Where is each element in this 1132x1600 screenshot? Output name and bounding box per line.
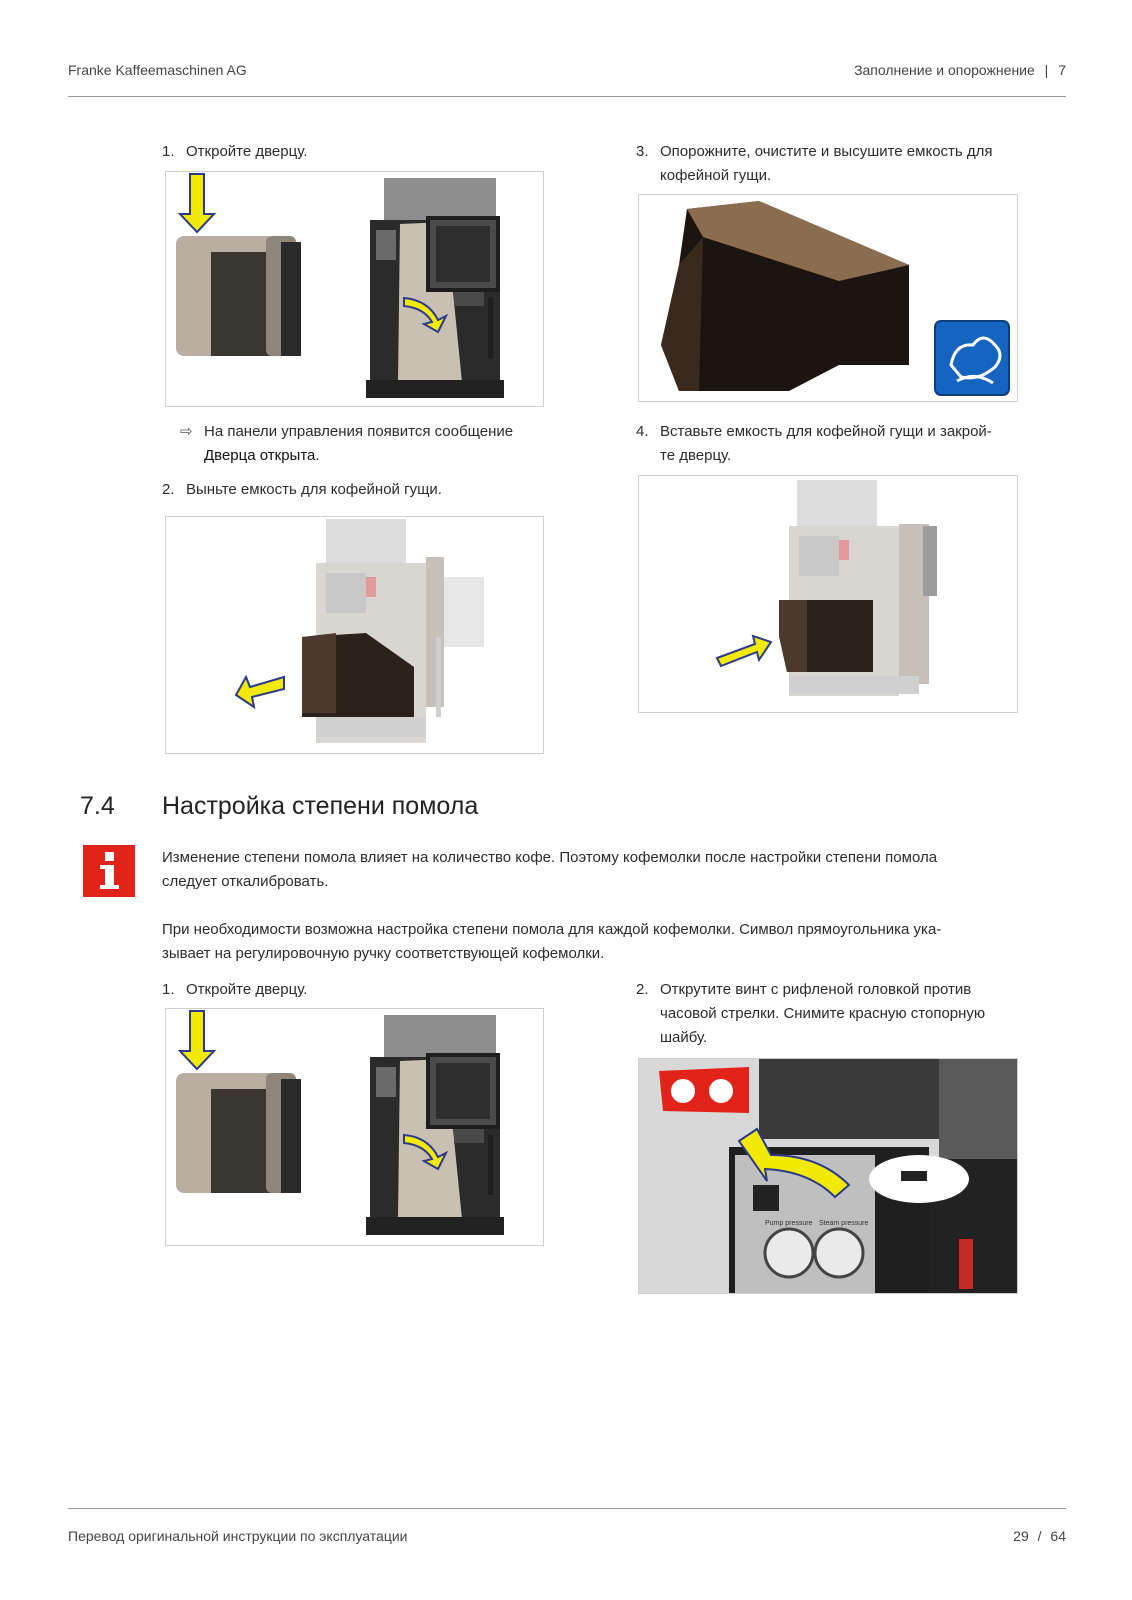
steam-pressure-label: Steam pressure <box>819 1220 869 1227</box>
step-text: Откройте дверцу. <box>186 143 308 160</box>
step-text-line2: кофейной гущи. <box>660 167 772 184</box>
step-number: 1. <box>162 981 175 998</box>
body-line2: зывает на регулировочную ручку соответствующей кофемолки. <box>162 945 605 962</box>
step-number: 4. <box>636 423 649 440</box>
step-3-empty-container <box>636 140 1036 188</box>
figure-open-door-2 <box>165 1008 544 1246</box>
info-paragraph <box>162 846 1032 894</box>
info-line2: следует откалибровать. <box>162 873 329 890</box>
figure-open-door <box>165 171 544 407</box>
step-number: 2. <box>636 981 649 998</box>
result-arrow-icon: ⇨ <box>180 423 193 440</box>
header-chapter: 7 <box>1058 62 1066 78</box>
footer-doc-title: Перевод оригинальной инструкции по эксплуатации <box>68 1528 408 1544</box>
step-number: 1. <box>162 143 175 160</box>
footer-rule <box>68 1508 1066 1509</box>
footer-page-number <box>1013 1528 1066 1544</box>
pump-pressure-label: Pump pressure <box>765 1220 813 1227</box>
step-4-insert-container <box>636 420 1036 468</box>
header-section-title: Заполнение и опорожнение <box>854 62 1035 78</box>
header-rule <box>68 96 1066 97</box>
section-step-2-unscrew <box>636 978 1036 1050</box>
step-text-line2: часовой стрелки. Снимите красную стопорную <box>660 1005 986 1022</box>
result-end: . <box>315 447 320 464</box>
step-number: 2. <box>162 481 175 498</box>
figure-unscrew-knob <box>638 1058 1018 1294</box>
info-line1: Изменение степени помола влияет на количество кофе. Поэтому кофемолки после настройки степени помола <box>162 849 938 866</box>
figure-insert-container <box>638 475 1018 713</box>
result-display-message: Дверца открыта <box>204 447 316 464</box>
step-text-line2: те дверцу. <box>660 447 732 464</box>
step-text-line1: Опорожните, очистите и высушите емкость для <box>660 143 993 160</box>
section-number: 7.4 <box>80 792 115 820</box>
step-text: Откройте дверцу. <box>186 981 308 998</box>
header-separator: | <box>1044 62 1049 78</box>
step-text-line1: Открутите винт с рифленой головкой против <box>660 981 972 998</box>
step-1-open-door <box>162 140 307 164</box>
step-number: 3. <box>636 143 649 160</box>
step-text: Выньте емкость для кофейной гущи. <box>186 481 442 498</box>
body-paragraph <box>162 918 1032 966</box>
body-line1: При необходимости возможна настройка степени помола для каждой кофемолки. Символ прямоугольника ука- <box>162 921 942 938</box>
step-2-remove-container <box>162 478 442 502</box>
current-page: 29 <box>1013 1528 1029 1544</box>
result-text: На панели управления появится сообщение <box>204 423 514 440</box>
result-message <box>180 420 540 468</box>
section-title: Настройка степени помола <box>162 792 479 820</box>
figure-clean-container <box>638 194 1018 402</box>
header-company: Franke Kaffeemaschinen AG <box>68 62 247 78</box>
page-separator: / <box>1037 1528 1042 1544</box>
info-icon <box>83 845 135 897</box>
figure-remove-container <box>165 516 544 754</box>
total-pages: 64 <box>1050 1528 1066 1544</box>
step-text-line3: шайбу. <box>660 1029 708 1046</box>
section-step-1-open-door <box>162 978 307 1002</box>
step-text-line1: Вставьте емкость для кофейной гущи и закрой- <box>660 423 992 440</box>
header-section <box>854 62 1066 78</box>
